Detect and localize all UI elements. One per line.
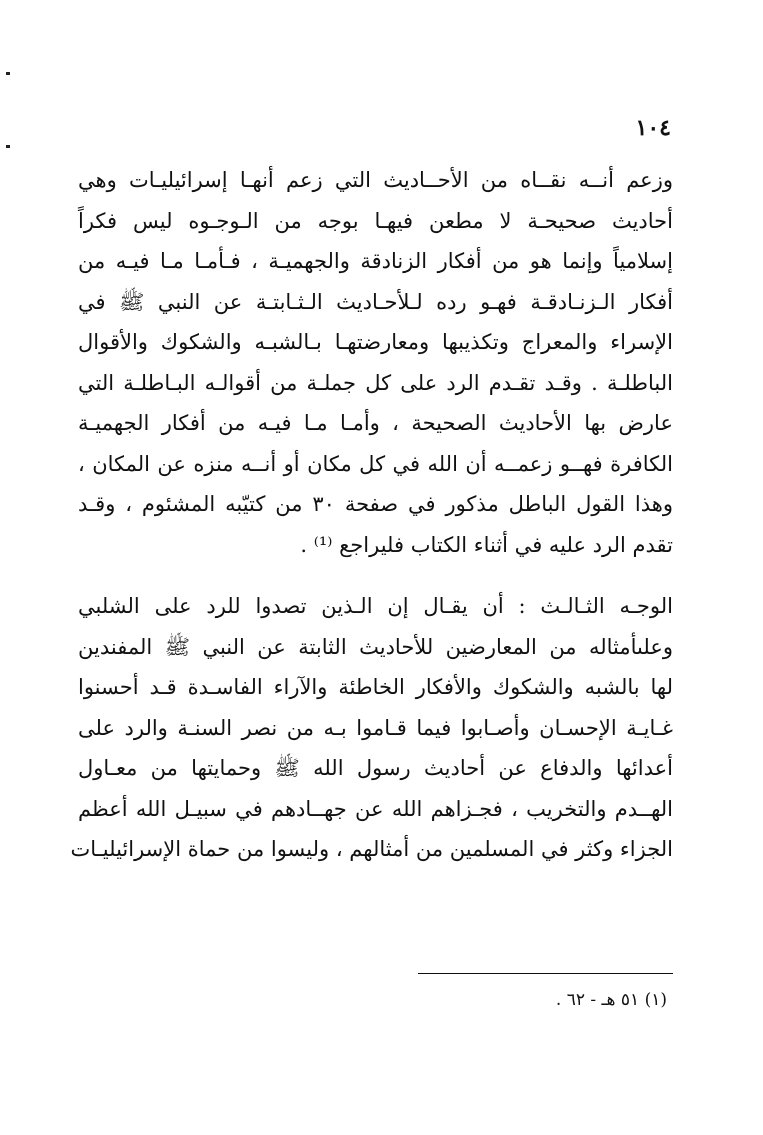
text-line: وزعم أنــه نقــاه من الأحــاديث التي زعم أنهـا إسرائيليـات وهي (78, 168, 673, 192)
footnote: (١) ٥١ هـ - ٦٢ . (555, 990, 667, 1010)
text-line: وهذا القول الباطل مذكور في صفحة ٣٠ من كتيّبه المشئوم ، وقـد (78, 492, 673, 516)
text-line: الوجـه الثـالـث : أن يقـال إن الـذين تصدوا للرد على الشلبي (78, 594, 673, 618)
page-number: ١٠٤ (635, 115, 671, 141)
text-line: أعدائها والدفاع عن أحاديث رسول الله ﷺ وحمايتها من معـاول (78, 756, 673, 780)
text-line: تقدم الرد عليه في أثناء الكتاب فليراجع ⁽¹⁾ . (300, 532, 673, 557)
text-line: الجزاء وكثر في المسلمين من أمثالهم ، وليسوا من حماة الإسرائيليـات (70, 837, 673, 861)
text-line: غـايـة الإحسـان وأصـابوا فيما قـاموا بـه من نصر السنـة والرد على (78, 715, 673, 740)
footnote-divider (418, 973, 673, 974)
text-line: أفكار الـزنـادقـة فهـو رده لـلأحـاديث الـثـابتـة عن النبي ﷺ في (78, 289, 673, 314)
text-line: الباطلـة . وقـد تقـدم الرد على كل جملـة من أقوالـه البـاطلـة التي (78, 370, 673, 395)
text-line: الكافرة فهــو زعمــه أن الله في كل مكان أو أنــه منزه عن المكان ، (78, 451, 673, 476)
margin-mark (6, 72, 10, 75)
margin-mark (6, 145, 10, 148)
paragraph-2 (70, 586, 673, 870)
text-line: وعلىأمثاله من المعارضين للأحاديث الثابتة عن النبي ﷺ المفندين (78, 634, 673, 659)
text-line: إسلامياً وإنما هو من أفكار الزنادقة والجهميـة ، فـأمـا مـا فيـه من (78, 249, 673, 273)
paragraph-1 (78, 160, 673, 565)
text-line: لها بالشبه والشكوك والأفكار الخاطئة والآراء الفاسـدة قـد أحسنوا (78, 675, 673, 699)
text-line: الهــدم والتخريب ، فجـزاهم الله عن جهــادهم في سبيـل الله أعظم (78, 796, 673, 821)
body-text (70, 160, 673, 870)
text-line: الإسراء والمعراج وتكذيبها ومعارضتهـا بـالشبـه والشكوك والأقوال (78, 330, 673, 354)
text-line: عارض بها الأحاديث الصحيحة ، وأمـا مـا فيـه من أفكار الجهميـة (78, 411, 673, 435)
text-line: أحاديث صحيحـة لا مطعن فيهـا بوجه من الـوجـوه ليس فكراً (78, 208, 673, 233)
